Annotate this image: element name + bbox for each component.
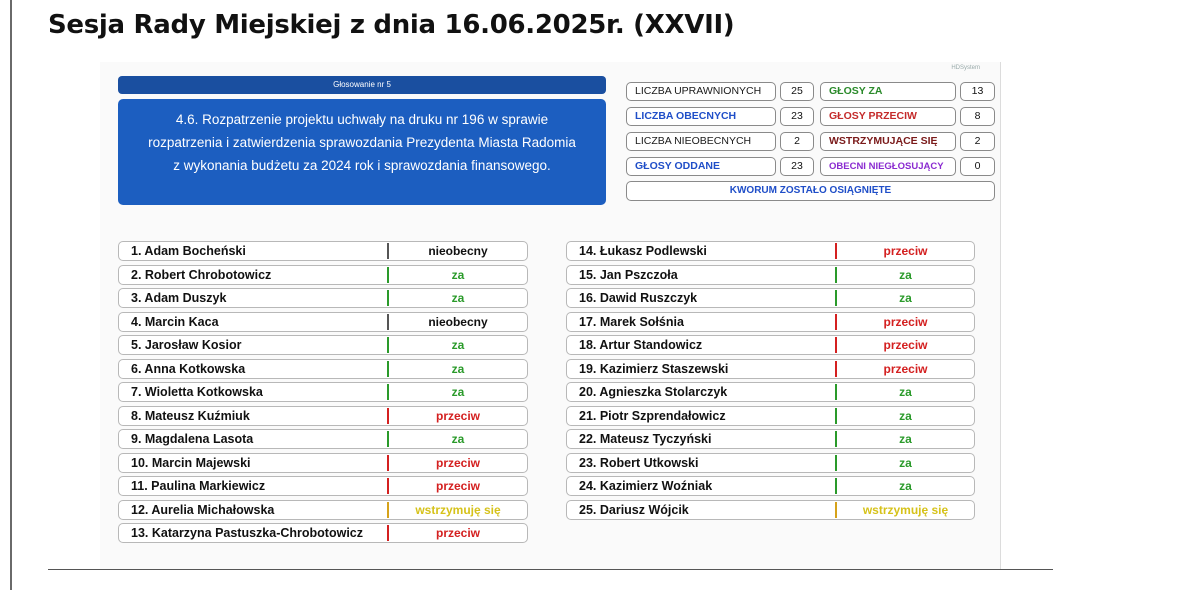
councillor-name: 11. Paulina Markiewicz [131,479,266,493]
stat-obecnych-value: 23 [780,107,814,126]
councillor-name: 12. Aurelia Michałowska [131,503,275,517]
vote-value: wstrzymuję się [862,503,949,517]
stat-nieobecnych-value: 2 [780,132,814,151]
vote-row [118,359,528,379]
vote-row [566,429,975,449]
vote-value: za [451,338,465,352]
councillor-name: 20. Agnieszka Stolarczyk [579,385,728,399]
councillor-name: 3. Adam Duszyk [131,291,227,305]
councillor-name: 25. Dariusz Wójcik [579,503,689,517]
vote-value: za [899,456,912,470]
vote-value: za [899,432,912,446]
councillor-name: 19. Kazimierz Staszewski [579,362,729,376]
vote-value: przeciw [883,362,928,376]
vote-row [566,382,975,402]
councillor-name: 1. Adam Bocheński [131,244,246,258]
vote-row [566,406,975,426]
stat-nieobecnych-label: LICZBA NIEOBECNYCH [626,132,776,151]
vote-value: za [451,268,465,282]
stat-przeciw-value: 8 [960,107,995,126]
vote-row [118,453,528,473]
vote-row [566,476,975,496]
vote-value: przeciw [435,409,480,423]
stat-niegl-value: 0 [960,157,995,176]
agenda-item-text: 4.6. Rozpatrzenie projektu uchwały na druku nr 196 w sprawie rozpatrzenia i zatwierdzenia sprawozdania Prezydenta Miasta Radomia z wykonania budżetu za 2024 rok i sprawozdania finansowego. [118,99,606,205]
vote-row [118,312,528,332]
vote-row [566,359,975,379]
councillor-name: 9. Magdalena Lasota [131,432,254,446]
vote-value: za [899,479,912,493]
vote-value: za [451,291,465,305]
stat-niegl-label: OBECNI NIEGŁOSUJĄCY [820,157,956,176]
stat-uprawnionych-label: LICZBA UPRAWNIONYCH [626,82,776,101]
vote-row [566,288,975,308]
left-margin-rule [10,0,12,590]
voting-results-slide [100,62,1001,570]
councillor-name: 2. Robert Chrobotowicz [131,268,272,282]
stat-przeciw-label: GŁOSY PRZECIW [820,107,956,126]
councillor-name: 17. Marek Sołśnia [579,315,684,329]
councillor-name: 8. Mateusz Kuźmiuk [131,409,250,423]
vote-row [118,382,528,402]
vote-value: za [451,432,465,446]
vote-row [118,265,528,285]
vote-value: przeciw [435,526,480,540]
councillor-name: 14. Łukasz Podlewski [579,244,707,258]
vote-row [566,241,975,261]
brand-logo: HDSystem [951,65,980,71]
vote-value: za [451,385,465,399]
vote-row [566,500,975,520]
councillor-name: 15. Jan Pszczoła [579,268,678,282]
councillor-name: 7. Wioletta Kotkowska [131,385,263,399]
vote-value: przeciw [883,338,928,352]
councillor-name: 21. Piotr Szprendałowicz [579,409,726,423]
stat-uprawnionych-value: 25 [780,82,814,101]
vote-row [566,312,975,332]
vote-value: za [451,362,465,376]
councillor-name: 6. Anna Kotkowska [131,362,246,376]
councillor-name: 18. Artur Standowicz [579,338,703,352]
stat-oddane-value: 23 [780,157,814,176]
stat-oddane-label: GŁOSY ODDANE [626,157,776,176]
vote-row [118,476,528,496]
vote-number-header: Głosowanie nr 5 [118,76,606,94]
page-title: Sesja Rady Miejskiej z dnia 16.06.2025r. (XXVII) [48,10,735,40]
vote-value: nieobecny [428,315,488,329]
vote-row [118,406,528,426]
vote-row [118,335,528,355]
vote-value: nieobecny [428,244,488,258]
vote-value: za [899,268,912,282]
vote-value: przeciw [883,244,928,258]
councillor-name: 10. Marcin Majewski [131,456,251,470]
stat-wstrzymujace-label: WSTRZYMUJĄCE SIĘ [820,132,956,151]
stat-obecnych-label: LICZBA OBECNYCH [626,107,776,126]
vote-value: przeciw [435,456,480,470]
vote-row [566,453,975,473]
bottom-divider [48,569,1053,570]
vote-value: przeciw [435,479,480,493]
vote-row [118,500,528,520]
quorum-status-badge: KWORUM ZOSTAŁO OSIĄGNIĘTE [626,181,995,201]
stat-wstrzymujace-value: 2 [960,132,995,151]
stat-za-label: GŁOSY ZA [820,82,956,101]
vote-value: za [899,291,912,305]
vote-value: za [899,385,912,399]
stat-za-value: 13 [960,82,995,101]
councillor-name: 16. Dawid Ruszczyk [579,291,698,305]
councillor-name: 22. Mateusz Tyczyński [579,432,712,446]
councillor-name: 13. Katarzyna Pastuszka-Chrobotowicz [131,526,364,540]
vote-row [118,288,528,308]
councillor-name: 24. Kazimierz Woźniak [579,479,713,493]
councillor-name: 23. Robert Utkowski [579,456,699,470]
vote-row [566,335,975,355]
vote-row [118,241,528,261]
vote-row [566,265,975,285]
councillor-name: 4. Marcin Kaca [131,315,219,329]
vote-value: wstrzymuję się [415,503,501,517]
vote-value: przeciw [883,315,928,329]
vote-value: za [899,409,912,423]
vote-row [118,523,528,543]
councillor-name: 5. Jarosław Kosior [131,338,242,352]
vote-row [118,429,528,449]
